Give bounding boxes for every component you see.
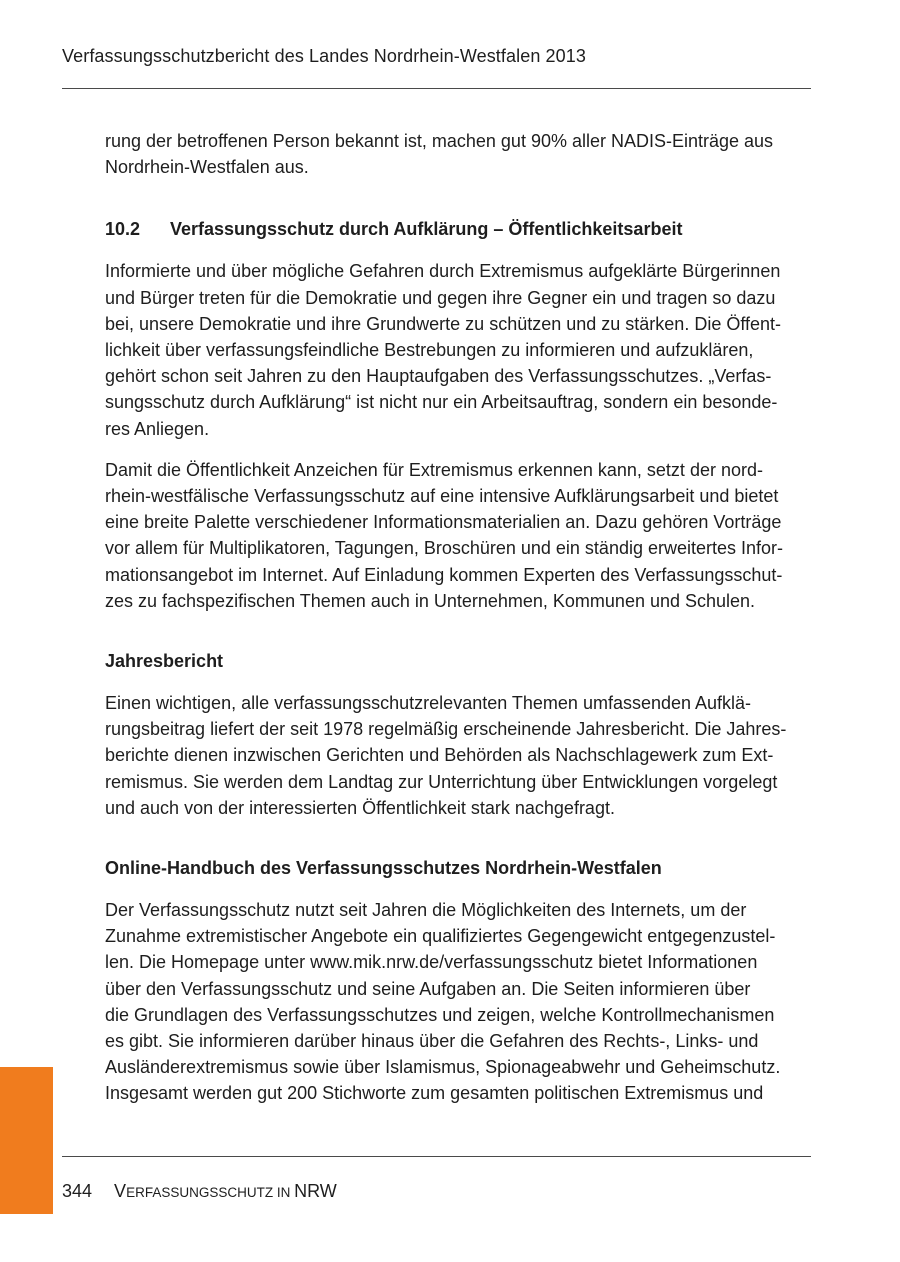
chapter-tab-marker — [0, 1067, 53, 1214]
text-line: eine breite Palette verschiedener Informationsmaterialien an. Dazu gehören Vorträge — [105, 512, 782, 533]
running-title: Verfassungsschutzbericht des Landes Nordrhein-Westfalen 2013 — [62, 46, 586, 66]
section-title: Verfassungsschutz durch Aufklärung – Öffentlichkeitsarbeit — [170, 219, 683, 240]
text-line: Ausländerextremismus sowie über Islamismus, Spionageabwehr und Geheimschutz. — [105, 1057, 781, 1078]
footer-section-label — [114, 1181, 337, 1201]
text-line: res Anliegen. — [105, 418, 210, 439]
paragraph-4 — [105, 897, 805, 1107]
text-line: gehört schon seit Jahren zu den Hauptaufgaben des Verfassungsschutzes. „Verfas- — [105, 366, 772, 387]
text-line: rungsbeitrag liefert der seit 1978 regelmäßig erscheinende Jahresbericht. Die Jahres- — [105, 719, 787, 740]
text-line: remismus. Sie werden dem Landtag zur Unterrichtung über Entwicklungen vorgelegt — [105, 771, 778, 792]
text-line: Insgesamt werden gut 200 Stichworte zum gesamten politischen Extremismus und — [105, 1083, 764, 1104]
footer-label-part: NRW — [294, 1181, 337, 1201]
section-heading — [105, 216, 805, 242]
footer-label-part: ERFASSUNGSSCHUTZ IN — [126, 1185, 295, 1200]
subheading-jahresbericht: Jahresbericht — [105, 651, 224, 672]
text-line: rung der betroffenen Person bekannt ist, machen gut 90% aller NADIS-Einträge aus — [105, 131, 774, 151]
text-line: zes zu fachspezifischen Themen auch in Unternehmen, Kommunen und Schulen. — [105, 590, 756, 611]
paragraph-3 — [105, 690, 805, 821]
page-footer — [62, 1181, 337, 1202]
page-number: 344 — [62, 1181, 93, 1201]
subheading-online-handbuch: Online-Handbuch des Verfassungsschutzes Nordrhein-Westfalen — [105, 858, 662, 879]
section-number: 10.2 — [105, 219, 141, 240]
text-line: mationsangebot im Internet. Auf Einladung kommen Experten des Verfassungsschut- — [105, 564, 783, 585]
text-line: über den Verfassungsschutz und seine Aufgaben an. Die Seiten informieren über — [105, 978, 751, 999]
text-line: bei, unsere Demokratie und ihre Grundwerte zu schützen und zu stärken. Die Öffent- — [105, 313, 782, 334]
header-rule — [62, 88, 811, 89]
text-line: es gibt. Sie informieren darüber hinaus über die Gefahren des Rechts-, Links- und — [105, 1031, 759, 1052]
paragraph-2 — [105, 457, 805, 614]
text-line: len. Die Homepage unter www.mik.nrw.de/verfassungsschutz bietet Informationen — [105, 952, 758, 973]
text-line: berichte dienen inzwischen Gerichten und Behörden als Nachschlagewerk zum Ext- — [105, 745, 774, 766]
text-line: Zunahme extremistischer Angebote ein qualifiziertes Gegengewicht entgegenzustel- — [105, 926, 776, 947]
text-line: lichkeit über verfassungsfeindliche Bestrebungen zu informieren und aufzuklären, — [105, 340, 754, 361]
text-line: rhein-westfälische Verfassungsschutz auf eine intensive Aufklärungsarbeit und bietet — [105, 486, 779, 507]
text-line: Informierte und über mögliche Gefahren durch Extremismus aufgeklärte Bürgerinnen — [105, 261, 781, 282]
intro-paragraph — [105, 128, 805, 180]
footer-rule — [62, 1156, 811, 1157]
text-line: die Grundlagen des Verfassungsschutzes und zeigen, welche Kontrollmechanismen — [105, 1004, 775, 1025]
text-line: Damit die Öffentlichkeit Anzeichen für Extremismus erkennen kann, setzt der nord- — [105, 459, 763, 480]
paragraph-1 — [105, 258, 805, 441]
footer-label-part: V — [114, 1181, 127, 1201]
page-body — [105, 128, 805, 1107]
text-line: und auch von der interessierten Öffentlichkeit stark nachgefragt. — [105, 797, 615, 818]
text-line: Einen wichtigen, alle verfassungsschutzrelevanten Themen umfassenden Aufklä- — [105, 693, 752, 714]
text-line: Nordrhein-Westfalen aus. — [105, 157, 309, 178]
text-line: und Bürger treten für die Demokratie und gegen ihre Gegner ein und tragen so dazu — [105, 287, 776, 308]
text-line: Der Verfassungsschutz nutzt seit Jahren die Möglichkeiten des Internets, um der — [105, 900, 747, 921]
text-line: vor allem für Multiplikatoren, Tagungen, Broschüren und ein ständig erweitertes Infor- — [105, 538, 784, 559]
text-line: sungsschutz durch Aufklärung“ ist nicht nur ein Arbeitsauftrag, sondern ein besonde- — [105, 392, 778, 413]
